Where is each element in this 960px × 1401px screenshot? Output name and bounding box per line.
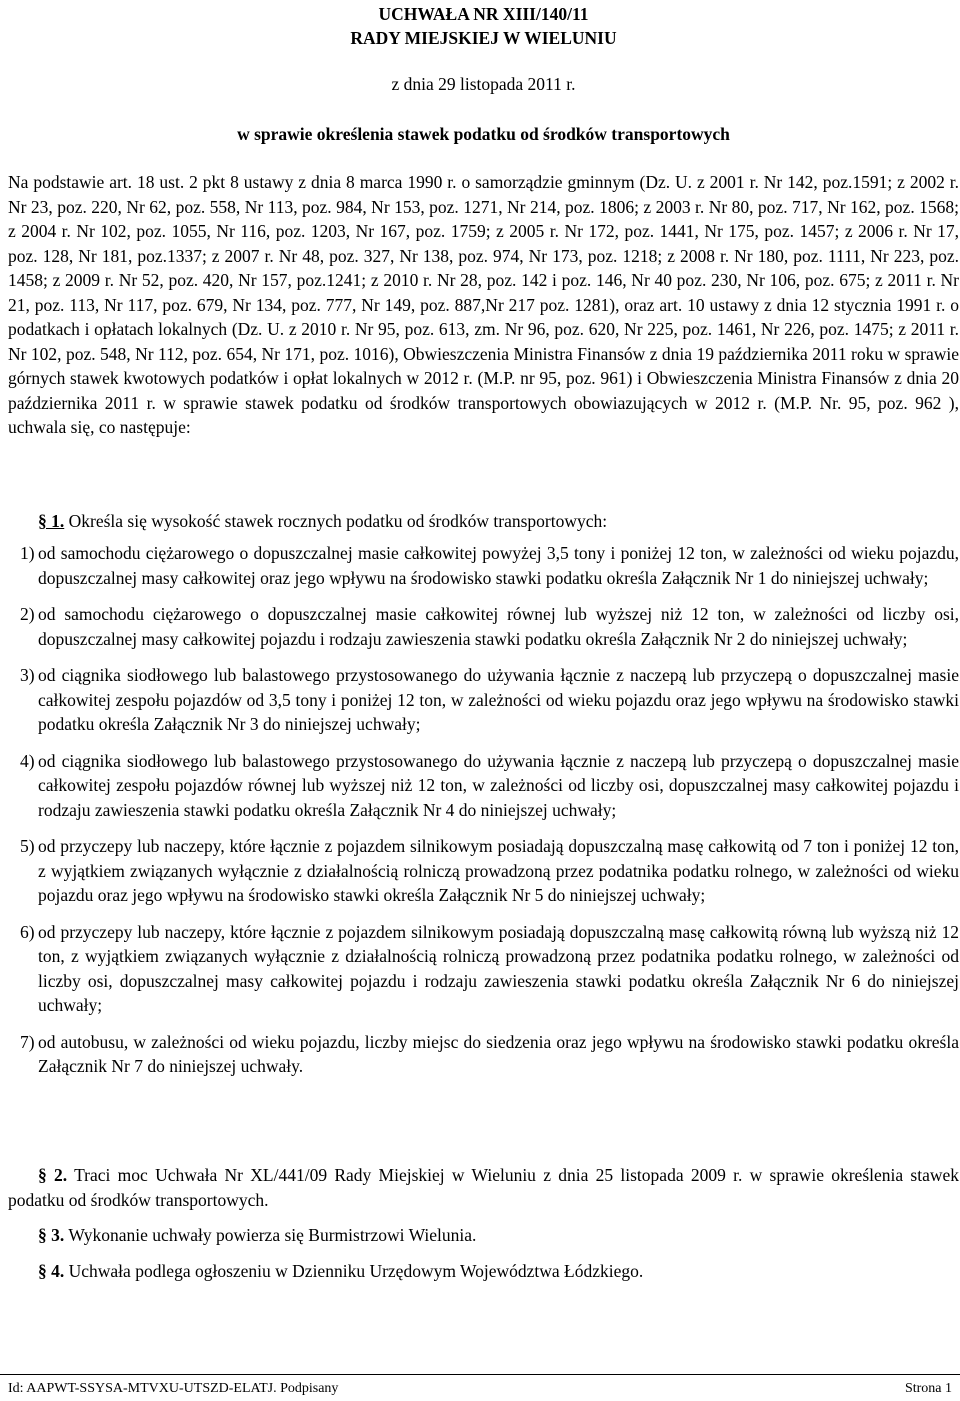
section-3 [8,1223,959,1248]
section-4-text: Uchwała podlega ogłoszeniu w Dzienniku Urzędowym Województwa Łódzkiego. [68,1261,644,1281]
item-text: od przyczepy lub naczepy, które łącznie z pojazdem silnikowym posiadają dopuszczalną masę całkowitą równą lub wyższą niż 12 ton, z wyjątkiem związanych wyłącznie z działalnością rolniczą prowadzoną przez podatnika podatku rolnego, w zależności od liczby osi, dopuszczalnej masy całkowitej pojazdu i rodzaju zawieszenia stawki podatku określa Załącznik Nr 6 do niniejszej uchwały; [38,921,959,1015]
list-item [8,749,959,823]
section-1 [8,509,959,534]
document-id: Id: AAPWT-SSYSA-MTVXU-UTSZD-ELATJ. Podpisany [8,1381,339,1396]
item-number: 3) [20,665,35,685]
page-number: Strona 1 [904,1381,952,1396]
resolution-subject: w sprawie określenia stawek podatku od środków transportowych [237,124,730,144]
section-1-items [8,541,959,1091]
section-4-marker: § 4. [38,1261,65,1281]
item-number: 2) [20,604,35,624]
legal-basis-paragraph: Na podstawie art. 18 ust. 2 pkt 8 ustawy z dnia 8 marca 1990 r. o samorządzie gminnym (Dz. U. z 2001 r. Nr 142, poz.1591; z 2002 r. Nr 23, poz. 220, Nr 62, poz. 558, Nr 113, poz. 984, Nr 153, poz. 1271, Nr 214, poz. 1806; z 2003 r. Nr 80, poz. 717, Nr 162, poz. 1568; z 2004 r. Nr 102, poz. 1055, Nr 116, poz. 1203, Nr 167, poz. 1759; z 2005 r. Nr 172, poz. 1441, Nr 175, poz. 1457; z 2006 r. Nr 17, poz. 128, Nr 181, poz.1337; z 2007 r. Nr 48, poz. 327, Nr 138, poz. 974, Nr 173, poz. 1218; z 2008 r. Nr 180, poz. 1111, Nr 223, poz. 1458; z 2009 r. Nr 52, poz. 420, Nr 157, poz.1241; z 2010 r. Nr 28, poz. 142 i poz. 146, Nr 40 poz. 230, Nr 106, poz. 675; z 2011 r. Nr 21, poz. 113, Nr 117, poz. 679, Nr 134, poz. 777, Nr 149, poz. 887,Nr 217 poz. 1281), oraz art. 10 ustawy z dnia 12 stycznia 1991 r. o podatkach i opłatach lokalnych (Dz. U. z 2010 r. Nr 95, poz. 613, zm. Nr 96, poz. 620, Nr 225, poz. 1461, Nr 226, poz. 1475; z 2011 r. Nr 102, poz. 548, Nr 112, poz. 654, Nr 171, poz. 1016), Obwieszczenia Ministra Finansów z dnia 19 października 2011 roku w sprawie górnych stawek kwotowych podatków i opłat lokalnych w 2012 r. (M.P. nr 95, poz. 961) i Obwieszczenia Ministra Finansów z dnia 20 października 2011 r. w sprawie stawek podatku od środków transportowych obowiazujących w 2012 r. (M.P. Nr. 95, poz. 962 ), uchwala się, co następuje: [8,172,959,437]
section-2 [8,1163,959,1212]
section-3-text: Wykonanie uchwały powierza się Burmistrzowi Wielunia. [68,1225,477,1245]
item-text: od przyczepy lub naczepy, które łącznie z pojazdem silnikowym posiadają dopuszczalną masę całkowitą od 7 ton i poniżej 12 ton, z wyjątkiem związanych wyłącznie z działalnością rolniczą prowadzoną przez podatnika podatku rolnego, w zależności od wieku pojazdu oraz jego wpływu na środowisko stawki określa Załącznik Nr 5 do niniejszej uchwały; [38,836,959,905]
item-number: 6) [20,921,35,942]
item-number: 5) [20,836,35,856]
list-item [8,1030,959,1079]
section-2-marker: § 2. [38,1165,68,1185]
item-number: 7) [20,1031,35,1052]
section-4 [8,1259,959,1284]
footer-divider [0,1374,960,1375]
list-item [8,541,959,590]
item-text: od ciągnika siodłowego lub balastowego przystosowanego do używania łącznie z naczepą lub przyczepą o dopuszczalnej masie całkowitej zespołu pojazdów równej lub wyższej niż 12 ton, w zależności od liczby osi, dopuszczalnej masy całkowitej pojazdu i rodzaju zawieszenia stawki podatku określa Załącznik Nr 4 do niniejszej uchwały; [38,750,959,820]
resolution-date: z dnia 29 listopada 2011 r. [391,74,576,94]
council-name: RADY MIEJSKIEJ W WIELUNIU [350,28,617,48]
item-number: 1) [20,543,35,563]
section-2-text: Traci moc Uchwała Nr XL/441/09 Rady Miejskiej w Wieluniu z dnia 25 listopada 2009 r. w sprawie określenia stawek podatku od środków transportowych. [8,1165,960,1210]
item-text: od samochodu ciężarowego o dopuszczalnej masie całkowitej powyżej 3,5 tony i poniżej 12 ton, w zależności od wieku pojazdu, dopuszczalnej masy całkowitej oraz jego wpływu na środowisko stawki podatku określa Załącznik Nr 1 do niniejszej uchwały; [38,543,959,588]
section-3-marker: § 3. [38,1225,65,1245]
item-text: od ciągnika siodłowego lub balastowego przystosowanego do używania łącznie z naczepą lub przyczepą o dopuszczalnej masie całkowitej zespołu pojazdów od 3,5 tony i poniżej 12 ton, w zależności od wieku pojazdu oraz jego wpływu na środowisko stawki podatku określa Załącznik Nr 3 do niniejszej uchwały; [38,665,959,734]
item-number: 4) [20,750,35,771]
item-text: od autobusu, w zależności od wieku pojazdu, liczby miejsc do siedzenia oraz jego wpływu na środowisko stawki podatku określa Załącznik Nr 7 do niniejszej uchwały. [38,1031,959,1076]
list-item [8,834,959,908]
section-1-marker: § 1. [38,511,65,531]
section-1-text: Określa się wysokość stawek rocznych podatku od środków transportowych: [68,511,608,531]
resolution-number: UCHWAŁA NR XIII/140/11 [378,4,589,24]
list-item [8,663,959,737]
item-text: od samochodu ciężarowego o dopuszczalnej masie całkowitej równej lub wyższej niż 12 ton, w zależności od liczby osi, dopuszczalnej masy całkowitej pojazdu i rodzaju zawieszenia stawki podatku określa Załącznik Nr 2 do niniejszej uchwały; [38,604,959,649]
list-item [8,602,959,651]
list-item [8,920,959,1018]
